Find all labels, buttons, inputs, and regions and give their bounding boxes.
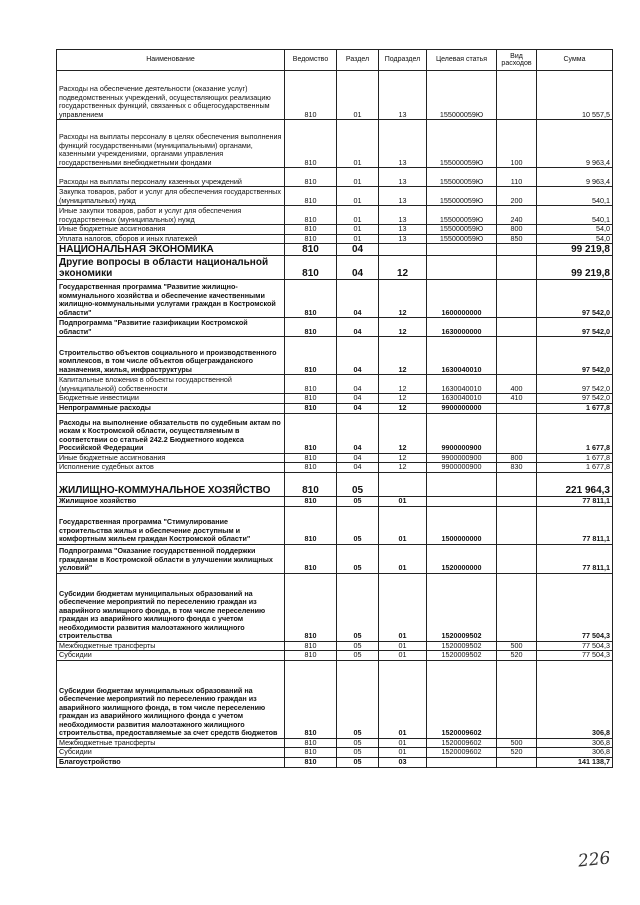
cell-subsection: 03 bbox=[379, 757, 427, 767]
cell-name: Государственная программа "Развитие жилищно-коммунального хозяйства и обеспечение качественными жилищно-коммунальными услугами граждан в Костромской области" bbox=[57, 280, 285, 318]
cell-expense-type bbox=[497, 71, 537, 120]
cell-section: 04 bbox=[337, 453, 379, 463]
cell-name: Межбюджетные трансферты bbox=[57, 738, 285, 748]
cell-expense-type bbox=[497, 573, 537, 641]
cell-dept: 810 bbox=[285, 544, 337, 573]
cell-section: 01 bbox=[337, 234, 379, 244]
cell-section: 04 bbox=[337, 403, 379, 413]
table-row bbox=[57, 472, 613, 496]
cell-dept: 810 bbox=[285, 748, 337, 758]
table-row bbox=[57, 413, 613, 453]
table-row bbox=[57, 318, 613, 337]
cell-section: 04 bbox=[337, 337, 379, 375]
table-row bbox=[57, 337, 613, 375]
cell-subsection: 13 bbox=[379, 225, 427, 235]
header-expense-type: Вид расходов bbox=[497, 50, 537, 71]
cell-section: 05 bbox=[337, 748, 379, 758]
cell-dept: 810 bbox=[285, 651, 337, 661]
cell-sum: 99 219,8 bbox=[537, 256, 613, 280]
table-row bbox=[57, 544, 613, 573]
cell-target: 1630040010 bbox=[427, 375, 497, 394]
cell-expense-type: 200 bbox=[497, 187, 537, 206]
table-row bbox=[57, 496, 613, 506]
cell-section: 05 bbox=[337, 472, 379, 496]
cell-sum: 97 542,0 bbox=[537, 394, 613, 404]
cell-expense-type: 520 bbox=[497, 651, 537, 661]
cell-subsection: 13 bbox=[379, 187, 427, 206]
cell-section: 04 bbox=[337, 244, 379, 256]
cell-dept: 810 bbox=[285, 187, 337, 206]
cell-sum: 97 542,0 bbox=[537, 375, 613, 394]
cell-name: Субсидии bbox=[57, 651, 285, 661]
cell-sum: 221 964,3 bbox=[537, 472, 613, 496]
cell-expense-type bbox=[497, 403, 537, 413]
table-row bbox=[57, 280, 613, 318]
budget-table bbox=[56, 49, 613, 768]
cell-subsection: 12 bbox=[379, 413, 427, 453]
cell-sum: 141 138,7 bbox=[537, 757, 613, 767]
cell-target: 1520009502 bbox=[427, 573, 497, 641]
cell-target bbox=[427, 757, 497, 767]
table-row bbox=[57, 506, 613, 544]
cell-subsection: 13 bbox=[379, 120, 427, 168]
cell-expense-type: 410 bbox=[497, 394, 537, 404]
cell-expense-type bbox=[497, 244, 537, 256]
cell-expense-type: 100 bbox=[497, 120, 537, 168]
cell-section: 04 bbox=[337, 256, 379, 280]
cell-expense-type bbox=[497, 757, 537, 767]
cell-target: 155000059Ю bbox=[427, 71, 497, 120]
cell-section: 04 bbox=[337, 375, 379, 394]
table-row bbox=[57, 738, 613, 748]
table-row bbox=[57, 187, 613, 206]
cell-target bbox=[427, 496, 497, 506]
cell-sum: 540,1 bbox=[537, 206, 613, 225]
cell-target bbox=[427, 256, 497, 280]
cell-target: 155000059Ю bbox=[427, 168, 497, 187]
cell-sum: 9 963,4 bbox=[537, 120, 613, 168]
page-number: 226 bbox=[577, 848, 612, 872]
cell-target: 1600000000 bbox=[427, 280, 497, 318]
header-target: Целевая статья bbox=[427, 50, 497, 71]
cell-expense-type: 830 bbox=[497, 463, 537, 473]
cell-name: Уплата налогов, сборов и иных платежей bbox=[57, 234, 285, 244]
table-row bbox=[57, 748, 613, 758]
cell-subsection: 01 bbox=[379, 573, 427, 641]
cell-section: 05 bbox=[337, 651, 379, 661]
cell-dept: 810 bbox=[285, 71, 337, 120]
cell-dept: 810 bbox=[285, 463, 337, 473]
cell-target: 9900000900 bbox=[427, 463, 497, 473]
header-name: Наименование bbox=[57, 50, 285, 71]
header-dept: Ведомство bbox=[285, 50, 337, 71]
cell-expense-type: 800 bbox=[497, 453, 537, 463]
cell-section: 01 bbox=[337, 225, 379, 235]
cell-subsection bbox=[379, 472, 427, 496]
cell-name: Расходы на выполнение обязательств по судебным актам по искам к Костромской области, осуществляемым в соответствии со статьей 242.2 Бюджетного кодекса Российской Федерации bbox=[57, 413, 285, 453]
cell-sum: 1 677,8 bbox=[537, 453, 613, 463]
table-row bbox=[57, 651, 613, 661]
table-row bbox=[57, 234, 613, 244]
cell-name: Строительство объектов социального и производственного комплексов, в том числе объектов общегражданского назначения, жилья, инфраструктуры bbox=[57, 337, 285, 375]
table-row bbox=[57, 256, 613, 280]
cell-name: Другие вопросы в области национальной экономики bbox=[57, 256, 285, 280]
cell-target: 155000059Ю bbox=[427, 120, 497, 168]
cell-dept: 810 bbox=[285, 472, 337, 496]
cell-name: ЖИЛИЩНО-КОММУНАЛЬНОЕ ХОЗЯЙСТВО bbox=[57, 472, 285, 496]
table-row bbox=[57, 375, 613, 394]
cell-dept: 810 bbox=[285, 757, 337, 767]
cell-subsection: 12 bbox=[379, 463, 427, 473]
cell-dept: 810 bbox=[285, 318, 337, 337]
cell-expense-type: 400 bbox=[497, 375, 537, 394]
table-row bbox=[57, 71, 613, 120]
cell-section: 04 bbox=[337, 413, 379, 453]
cell-target: 1520009502 bbox=[427, 651, 497, 661]
cell-name: Подпрограмма "Оказание государственной поддержки гражданам в Костромской области в улучшении жилищных условий" bbox=[57, 544, 285, 573]
cell-target bbox=[427, 472, 497, 496]
cell-sum: 77 504,3 bbox=[537, 651, 613, 661]
cell-target: 155000059Ю bbox=[427, 206, 497, 225]
cell-expense-type: 850 bbox=[497, 234, 537, 244]
table-row bbox=[57, 120, 613, 168]
table-row bbox=[57, 660, 613, 738]
cell-target: 1630000000 bbox=[427, 318, 497, 337]
table-row bbox=[57, 641, 613, 651]
cell-section: 01 bbox=[337, 187, 379, 206]
cell-name: Закупка товаров, работ и услуг для обеспечения государственных (муниципальных) нужд bbox=[57, 187, 285, 206]
cell-subsection: 01 bbox=[379, 660, 427, 738]
cell-dept: 810 bbox=[285, 206, 337, 225]
cell-dept: 810 bbox=[285, 225, 337, 235]
cell-subsection: 01 bbox=[379, 544, 427, 573]
cell-dept: 810 bbox=[285, 375, 337, 394]
cell-target: 1520009602 bbox=[427, 738, 497, 748]
cell-dept: 810 bbox=[285, 506, 337, 544]
cell-target: 1520009602 bbox=[427, 660, 497, 738]
cell-target: 1630040010 bbox=[427, 337, 497, 375]
cell-name: Иные бюджетные ассигнования bbox=[57, 453, 285, 463]
cell-subsection: 01 bbox=[379, 651, 427, 661]
cell-sum: 77 504,3 bbox=[537, 573, 613, 641]
cell-name: Расходы на выплаты персоналу в целях обеспечения выполнения функций государственными (муниципальными) органами, казенными учреждениями, органами управления государственными внебюджетными фондами bbox=[57, 120, 285, 168]
cell-subsection: 12 bbox=[379, 394, 427, 404]
cell-section: 05 bbox=[337, 544, 379, 573]
cell-target: 155000059Ю bbox=[427, 187, 497, 206]
cell-subsection: 01 bbox=[379, 496, 427, 506]
cell-sum: 97 542,0 bbox=[537, 280, 613, 318]
cell-target: 9900000000 bbox=[427, 403, 497, 413]
cell-dept: 810 bbox=[285, 496, 337, 506]
cell-name: НАЦИОНАЛЬНАЯ ЭКОНОМИКА bbox=[57, 244, 285, 256]
cell-subsection: 01 bbox=[379, 641, 427, 651]
cell-expense-type bbox=[497, 337, 537, 375]
cell-name: Подпрограмма "Развитие газификации Костромской области" bbox=[57, 318, 285, 337]
cell-dept: 810 bbox=[285, 120, 337, 168]
cell-dept: 810 bbox=[285, 280, 337, 318]
cell-dept: 810 bbox=[285, 403, 337, 413]
cell-section: 01 bbox=[337, 71, 379, 120]
cell-dept: 810 bbox=[285, 168, 337, 187]
cell-dept: 810 bbox=[285, 244, 337, 256]
cell-name: Бюджетные инвестиции bbox=[57, 394, 285, 404]
cell-dept: 810 bbox=[285, 256, 337, 280]
cell-subsection: 12 bbox=[379, 318, 427, 337]
cell-section: 05 bbox=[337, 660, 379, 738]
header-subsection: Подраздел bbox=[379, 50, 427, 71]
cell-target: 1630040010 bbox=[427, 394, 497, 404]
cell-sum: 306,8 bbox=[537, 738, 613, 748]
cell-subsection: 12 bbox=[379, 403, 427, 413]
table-row bbox=[57, 206, 613, 225]
cell-section: 04 bbox=[337, 394, 379, 404]
cell-sum: 540,1 bbox=[537, 187, 613, 206]
cell-subsection: 13 bbox=[379, 71, 427, 120]
cell-dept: 810 bbox=[285, 573, 337, 641]
cell-section: 04 bbox=[337, 280, 379, 318]
cell-sum: 77 811,1 bbox=[537, 544, 613, 573]
cell-section: 01 bbox=[337, 168, 379, 187]
table-row bbox=[57, 463, 613, 473]
cell-sum: 77 811,1 bbox=[537, 506, 613, 544]
cell-name: Субсидии бюджетам муниципальных образований на обеспечение мероприятий по переселению граждан из аварийного жилищного фонда, в том числе переселению граждан из аварийного жилищного фонда с учетом необходимости развития малоэтажного жилищного строительства bbox=[57, 573, 285, 641]
cell-sum: 306,8 bbox=[537, 748, 613, 758]
cell-section: 05 bbox=[337, 641, 379, 651]
cell-section: 05 bbox=[337, 496, 379, 506]
cell-sum: 54,0 bbox=[537, 234, 613, 244]
cell-sum: 97 542,0 bbox=[537, 318, 613, 337]
cell-dept: 810 bbox=[285, 660, 337, 738]
cell-subsection bbox=[379, 244, 427, 256]
table-row bbox=[57, 225, 613, 235]
cell-subsection: 12 bbox=[379, 256, 427, 280]
cell-dept: 810 bbox=[285, 738, 337, 748]
cell-name: Иные бюджетные ассигнования bbox=[57, 225, 285, 235]
cell-sum: 99 219,8 bbox=[537, 244, 613, 256]
cell-target: 155000059Ю bbox=[427, 234, 497, 244]
cell-name: Межбюджетные трансферты bbox=[57, 641, 285, 651]
cell-expense-type bbox=[497, 413, 537, 453]
cell-name: Государственная программа "Стимулирование строительства жилья и обеспечение доступным и комфортным жильем граждан Костромской области" bbox=[57, 506, 285, 544]
cell-sum: 77 811,1 bbox=[537, 496, 613, 506]
cell-section: 04 bbox=[337, 463, 379, 473]
cell-sum: 1 677,8 bbox=[537, 403, 613, 413]
table-row bbox=[57, 573, 613, 641]
cell-name: Капитальные вложения в объекты государственной (муниципальной) собственности bbox=[57, 375, 285, 394]
cell-sum: 1 677,8 bbox=[537, 413, 613, 453]
cell-expense-type bbox=[497, 544, 537, 573]
cell-expense-type: 520 bbox=[497, 748, 537, 758]
table-row bbox=[57, 394, 613, 404]
cell-expense-type bbox=[497, 660, 537, 738]
table-row bbox=[57, 244, 613, 256]
cell-name: Исполнение судебных актов bbox=[57, 463, 285, 473]
cell-dept: 810 bbox=[285, 337, 337, 375]
cell-expense-type: 500 bbox=[497, 738, 537, 748]
cell-sum: 9 963,4 bbox=[537, 168, 613, 187]
cell-subsection: 12 bbox=[379, 337, 427, 375]
cell-expense-type bbox=[497, 472, 537, 496]
cell-dept: 810 bbox=[285, 413, 337, 453]
cell-sum: 77 504,3 bbox=[537, 641, 613, 651]
header-row bbox=[57, 50, 613, 71]
table-row bbox=[57, 757, 613, 767]
table-row bbox=[57, 168, 613, 187]
cell-section: 05 bbox=[337, 738, 379, 748]
cell-name: Субсидии бюджетам муниципальных образований на обеспечение мероприятий по переселению граждан из аварийного жилищного фонда, в том числе переселению граждан из аварийного жилищного фонда с учетом необходимости развития малоэтажного жилищного строительства, предоставляемые за счет средств бюджетов bbox=[57, 660, 285, 738]
cell-expense-type bbox=[497, 256, 537, 280]
cell-target: 1520009602 bbox=[427, 748, 497, 758]
cell-name: Субсидии bbox=[57, 748, 285, 758]
cell-expense-type bbox=[497, 318, 537, 337]
cell-dept: 810 bbox=[285, 394, 337, 404]
cell-expense-type bbox=[497, 280, 537, 318]
cell-expense-type bbox=[497, 496, 537, 506]
cell-target: 1500000000 bbox=[427, 506, 497, 544]
cell-target: 9900000900 bbox=[427, 453, 497, 463]
table-row bbox=[57, 403, 613, 413]
cell-subsection: 01 bbox=[379, 738, 427, 748]
cell-sum: 306,8 bbox=[537, 660, 613, 738]
table-row bbox=[57, 453, 613, 463]
cell-subsection: 01 bbox=[379, 748, 427, 758]
cell-section: 05 bbox=[337, 506, 379, 544]
cell-dept: 810 bbox=[285, 641, 337, 651]
cell-name: Расходы на обеспечение деятельности (оказание услуг) подведомственных учреждений, осуществляющих реализацию государственных функций, связанных с общегосударственным управлением bbox=[57, 71, 285, 120]
cell-target bbox=[427, 244, 497, 256]
header-sum: Сумма bbox=[537, 50, 613, 71]
cell-sum: 1 677,8 bbox=[537, 463, 613, 473]
cell-name: Жилищное хозяйство bbox=[57, 496, 285, 506]
cell-section: 01 bbox=[337, 206, 379, 225]
cell-expense-type bbox=[497, 506, 537, 544]
cell-target: 1520000000 bbox=[427, 544, 497, 573]
cell-section: 05 bbox=[337, 757, 379, 767]
cell-subsection: 13 bbox=[379, 206, 427, 225]
cell-name: Благоустройство bbox=[57, 757, 285, 767]
cell-subsection: 12 bbox=[379, 375, 427, 394]
cell-expense-type: 240 bbox=[497, 206, 537, 225]
cell-name: Непрограммные расходы bbox=[57, 403, 285, 413]
cell-sum: 10 557,5 bbox=[537, 71, 613, 120]
cell-dept: 810 bbox=[285, 453, 337, 463]
cell-subsection: 01 bbox=[379, 506, 427, 544]
cell-sum: 54,0 bbox=[537, 225, 613, 235]
cell-name: Иные закупки товаров, работ и услуг для обеспечения государственных (муниципальных) нужд bbox=[57, 206, 285, 225]
cell-subsection: 12 bbox=[379, 280, 427, 318]
cell-target: 1520009502 bbox=[427, 641, 497, 651]
cell-target: 155000059Ю bbox=[427, 225, 497, 235]
cell-subsection: 12 bbox=[379, 453, 427, 463]
cell-section: 04 bbox=[337, 318, 379, 337]
cell-subsection: 13 bbox=[379, 234, 427, 244]
cell-expense-type: 110 bbox=[497, 168, 537, 187]
header-section: Раздел bbox=[337, 50, 379, 71]
cell-name: Расходы на выплаты персоналу казенных учреждений bbox=[57, 168, 285, 187]
cell-expense-type: 500 bbox=[497, 641, 537, 651]
cell-target: 9900000900 bbox=[427, 413, 497, 453]
cell-section: 01 bbox=[337, 120, 379, 168]
cell-sum: 97 542,0 bbox=[537, 337, 613, 375]
cell-expense-type: 800 bbox=[497, 225, 537, 235]
cell-section: 05 bbox=[337, 573, 379, 641]
cell-dept: 810 bbox=[285, 234, 337, 244]
cell-subsection: 13 bbox=[379, 168, 427, 187]
